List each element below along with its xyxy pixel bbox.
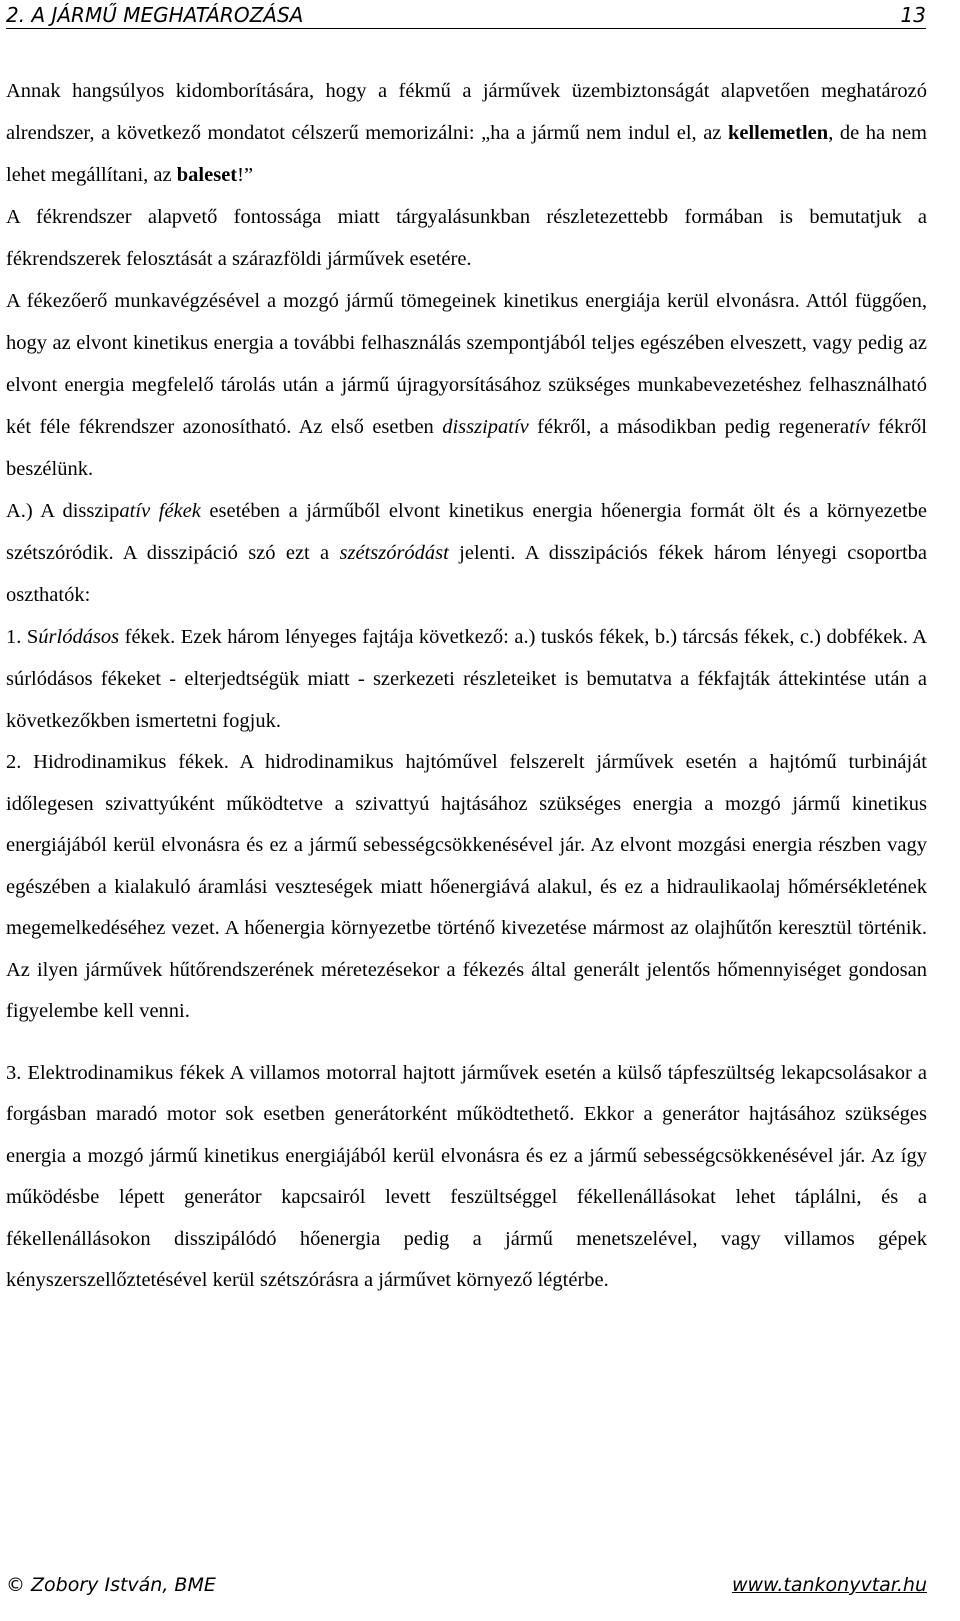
page-number: 13: [900, 3, 926, 27]
author-name: Zobory István, BME: [25, 1574, 216, 1596]
paragraph-friction-brakes: [6, 616, 927, 742]
italic-term: tív: [849, 416, 870, 438]
website-link[interactable]: www.tankonyvtar.hu: [731, 1574, 927, 1596]
bold-term: kellemetlen: [727, 122, 829, 144]
author-credit: [6, 1572, 216, 1598]
copyright-icon: ©: [6, 1574, 25, 1596]
body-text: [6, 70, 927, 1302]
running-header: [6, 2, 926, 29]
paragraph-electrodynamic-brakes: 3. Elektrodinamikus fékek A villamos motorral hajtott járművek esetén a külső tápfeszültség lekapcsolásakor a forgásban maradó motor sok esetben generátorként működtethető. Ekkor a generátor hajtásához szükséges energia a mozgó jármű kinetikus energiájából kerül elvonásra és ez a jármű sebességcsökkenésével jár. Az így működésbe lépett generátor kapcsairól levett feszültséggel fékellenállásokat lehet táplálni, és a fékellenállásokon disszipálódó hőenergia pedig a jármű menetszelével, vagy villamos gépek kényszerszellőztetésével kerül szétszórásra a járművet környező légtérbe.: [6, 1061, 927, 1291]
text-run: esetében a járműből elvont kinetikus energia hőenergia formát ölt és a környezetbe szétszóródik. A disszipáció szó ezt a: [6, 500, 927, 564]
text-run: A.) A disszip: [6, 500, 120, 522]
italic-term: szétszóródást: [339, 542, 449, 564]
text-run: fékek. Ezek három lényeges fajtája következő: a.) tuskós fékek, b.) tárcsás fékek, c.) dobfékek. A súrlódásos fékeket - elterjedtségük miatt - szerkezeti részleteiket is bemutatva a fékfajták áttekintése után a következőkben ismertetni fogjuk.: [6, 626, 927, 732]
text-run: fékről, a másodikban pedig regenera: [528, 416, 850, 438]
text-run: !”: [237, 164, 254, 186]
paragraph-intro: [6, 70, 927, 196]
page-footer: [6, 1572, 927, 1598]
text-run: 1. S: [6, 626, 39, 648]
italic-term: atív fékek: [119, 500, 201, 522]
text-run: , de ha nem lehet megállítani, az: [6, 122, 927, 186]
bold-term: baleset: [176, 164, 238, 186]
text-run: Annak hangsúlyos kidomborítására, hogy a fékmű a járművek üzembiztonságát alapvetően meghatározó alrendszer, a következő mondatot célszerű memorizálni: „ha a jármű nem indul el, az: [6, 80, 927, 144]
paragraph-importance: A fékrendszer alapvető fontossága miatt tárgyalásunkban részletezettebb formában is bemutatjuk a fékrendszerek felosztását a szárazföldi járművek esetére.: [6, 206, 927, 270]
paragraph-dissipative: [6, 490, 927, 616]
text-run: A fékezőerő munkavégzésével a mozgó jármű tömegeinek kinetikus energiája kerül elvonásra. Attól függően, hogy az elvont kinetikus energia a további felhasználás szempontjából teljes egészében elveszett, vagy pedig az elvont energia megfelelő tárolás után a jármű újragyorsításához szükséges munkabevezetéshez felhasználható két féle fékrendszer azonosítható. Az első esetben: [6, 290, 927, 438]
italic-term: disszipatív: [442, 416, 529, 438]
chapter-title: 2. A JÁRMŰ MEGHATÁROZÁSA: [6, 3, 304, 27]
text-run: jelenti. A disszipációs fékek három lényegi csoportba oszthatók:: [6, 542, 927, 606]
paragraph-brake-energy: [6, 280, 927, 490]
text-run: fékről beszélünk.: [6, 416, 927, 480]
italic-term: úrlódásos: [38, 626, 120, 648]
paragraph-hydrodynamic-brakes: 2. Hidrodinamikus fékek. A hidrodinamikus hajtóművel felszerelt járművek esetén a hajtómű turbináját időlegesen szivattyúként működtetve a szivattyú hajtásához szükséges energia a mozgó jármű kinetikus energiájából kerül elvonásra és ez a jármű sebességcsökkenésével jár. Az elvont mozgási energia részben vagy egészében a kialakuló áramlási veszteségek miatt hőenergiává alakul, és ez a hidraulikaolaj hőmérsékletének megemelkedéséhez vezet. A hőenergia környezetbe történő kivezetése mármost az olajhűtőn keresztül történik. Az ilyen járművek hűtőrendszerének méretezésekor a fékezés által generált jelentős hőmennyiséget gondosan figyelembe kell venni.: [6, 751, 927, 1022]
